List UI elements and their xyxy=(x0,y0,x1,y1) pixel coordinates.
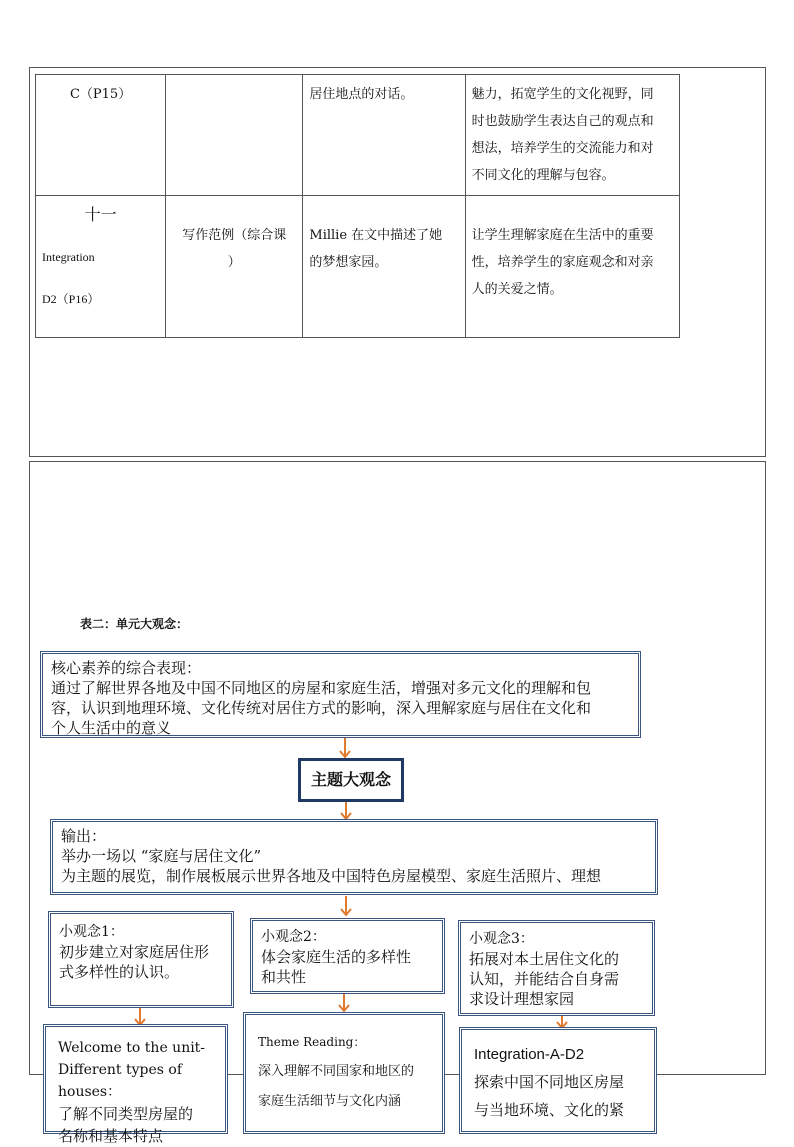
table-row xyxy=(36,196,680,338)
sub-idea-2-box xyxy=(250,918,445,994)
lesson-box-theme-reading xyxy=(243,1012,445,1134)
type-line: 写作范例（综合课 xyxy=(182,228,287,243)
theme-big-idea-box xyxy=(298,758,404,802)
content-cell xyxy=(303,75,465,196)
lesson-table xyxy=(35,74,680,338)
core-line: 容，认识到地理环境、文化传统对居住方式的影响，深入理解家庭与居住在文化和 xyxy=(51,699,592,717)
theme-title: 主题大观念 xyxy=(310,770,391,789)
sub-idea-line: 小观念3： xyxy=(469,931,534,947)
sub-idea-3-box xyxy=(458,920,655,1016)
lesson-box-welcome xyxy=(43,1024,228,1145)
output-line: 为主题的展览，制作展板展示世界各地及中国特色房屋模型、家庭生活照片、理想 xyxy=(61,867,602,885)
goal-cell xyxy=(465,196,679,338)
sub-idea-line: 求设计理想家园 xyxy=(469,990,575,1008)
sub-idea-line: 初步建立对家庭居住形 xyxy=(59,943,210,961)
core-line: 核心素养的综合表现： xyxy=(51,659,202,677)
output-line: 输出： xyxy=(61,827,107,845)
lesson-label: C（P15） xyxy=(69,87,132,102)
type-cell xyxy=(166,196,303,338)
goal-cell xyxy=(465,75,679,196)
arrow-down-icon xyxy=(340,896,352,918)
sub-idea-line: 体会家庭生活的多样性 xyxy=(261,948,412,966)
lesson-box-line: 探索中国不同地区房屋 xyxy=(474,1073,625,1091)
content-line: Millie 在文中描述了她 xyxy=(309,228,443,243)
lesson-box-line: 与当地环境、文化的紧 xyxy=(474,1101,625,1119)
content-line: 的梦想家园。 xyxy=(309,255,388,270)
goal-line: 性，培养学生的家庭观念和对亲 xyxy=(471,255,654,270)
lesson-box-line: 深入理解不同国家和地区的 xyxy=(258,1064,415,1079)
lesson-box-line: 名称和基本特点 xyxy=(58,1127,164,1145)
core-line: 个人生活中的意义 xyxy=(51,719,172,737)
lesson-box-line: Welcome to the unit- xyxy=(58,1040,206,1056)
table-row xyxy=(36,75,680,196)
sub-idea-line: 和共性 xyxy=(261,968,307,986)
sub-idea-line: 认知，并能结合自身需 xyxy=(469,970,620,988)
lesson-box-line: houses： xyxy=(58,1084,122,1100)
arrow-down-icon xyxy=(339,738,351,760)
lesson-box-line: Integration-A-D2 xyxy=(474,1046,585,1063)
diagram-caption: 表二：单元大观念： xyxy=(80,617,189,631)
goal-line: 让学生理解家庭在生活中的重要 xyxy=(471,228,654,243)
lesson-subtitle: Integration xyxy=(42,250,95,264)
goal-line: 魅力，拓宽学生的文化视野，同 xyxy=(471,87,654,102)
lesson-label: D2（P16） xyxy=(42,292,100,306)
type-line: ） xyxy=(227,255,241,270)
goal-line: 不同文化的理解与包容。 xyxy=(471,168,615,183)
lesson-cell xyxy=(36,75,166,196)
content-cell xyxy=(303,196,465,338)
core-literacy-box xyxy=(40,651,641,738)
sub-idea-line: 小观念1： xyxy=(59,924,124,940)
lesson-box-line: 了解不同类型房屋的 xyxy=(58,1105,194,1123)
goal-line: 时也鼓励学生表达自己的观点和 xyxy=(471,114,654,129)
sub-idea-1-box xyxy=(48,911,234,1008)
sub-idea-line: 式多样性的认识。 xyxy=(59,963,180,981)
lesson-box-line: 家庭生活细节与文化内涵 xyxy=(258,1094,402,1109)
lesson-box-line: Theme Reading： xyxy=(258,1035,366,1049)
lesson-box-line: Different types of xyxy=(58,1062,183,1078)
output-line: 举办一场以 “家庭与居住文化” xyxy=(61,847,262,865)
core-line: 通过了解世界各地及中国不同地区的房屋和家庭生活，增强对多元文化的理解和包 xyxy=(51,679,592,697)
goal-line: 想法，培养学生的交流能力和对 xyxy=(471,141,654,156)
sub-idea-line: 小观念2： xyxy=(261,929,326,945)
lesson-number: 十一 xyxy=(84,205,117,224)
type-cell xyxy=(166,75,303,196)
sub-idea-line: 拓展对本土居住文化的 xyxy=(469,950,620,968)
lesson-box-integration xyxy=(459,1027,657,1134)
content-text: 居住地点的对话。 xyxy=(309,87,414,102)
goal-line: 人的关爱之情。 xyxy=(471,282,563,297)
lesson-cell xyxy=(36,196,166,338)
arrow-down-icon xyxy=(338,994,350,1014)
output-box xyxy=(50,819,658,895)
